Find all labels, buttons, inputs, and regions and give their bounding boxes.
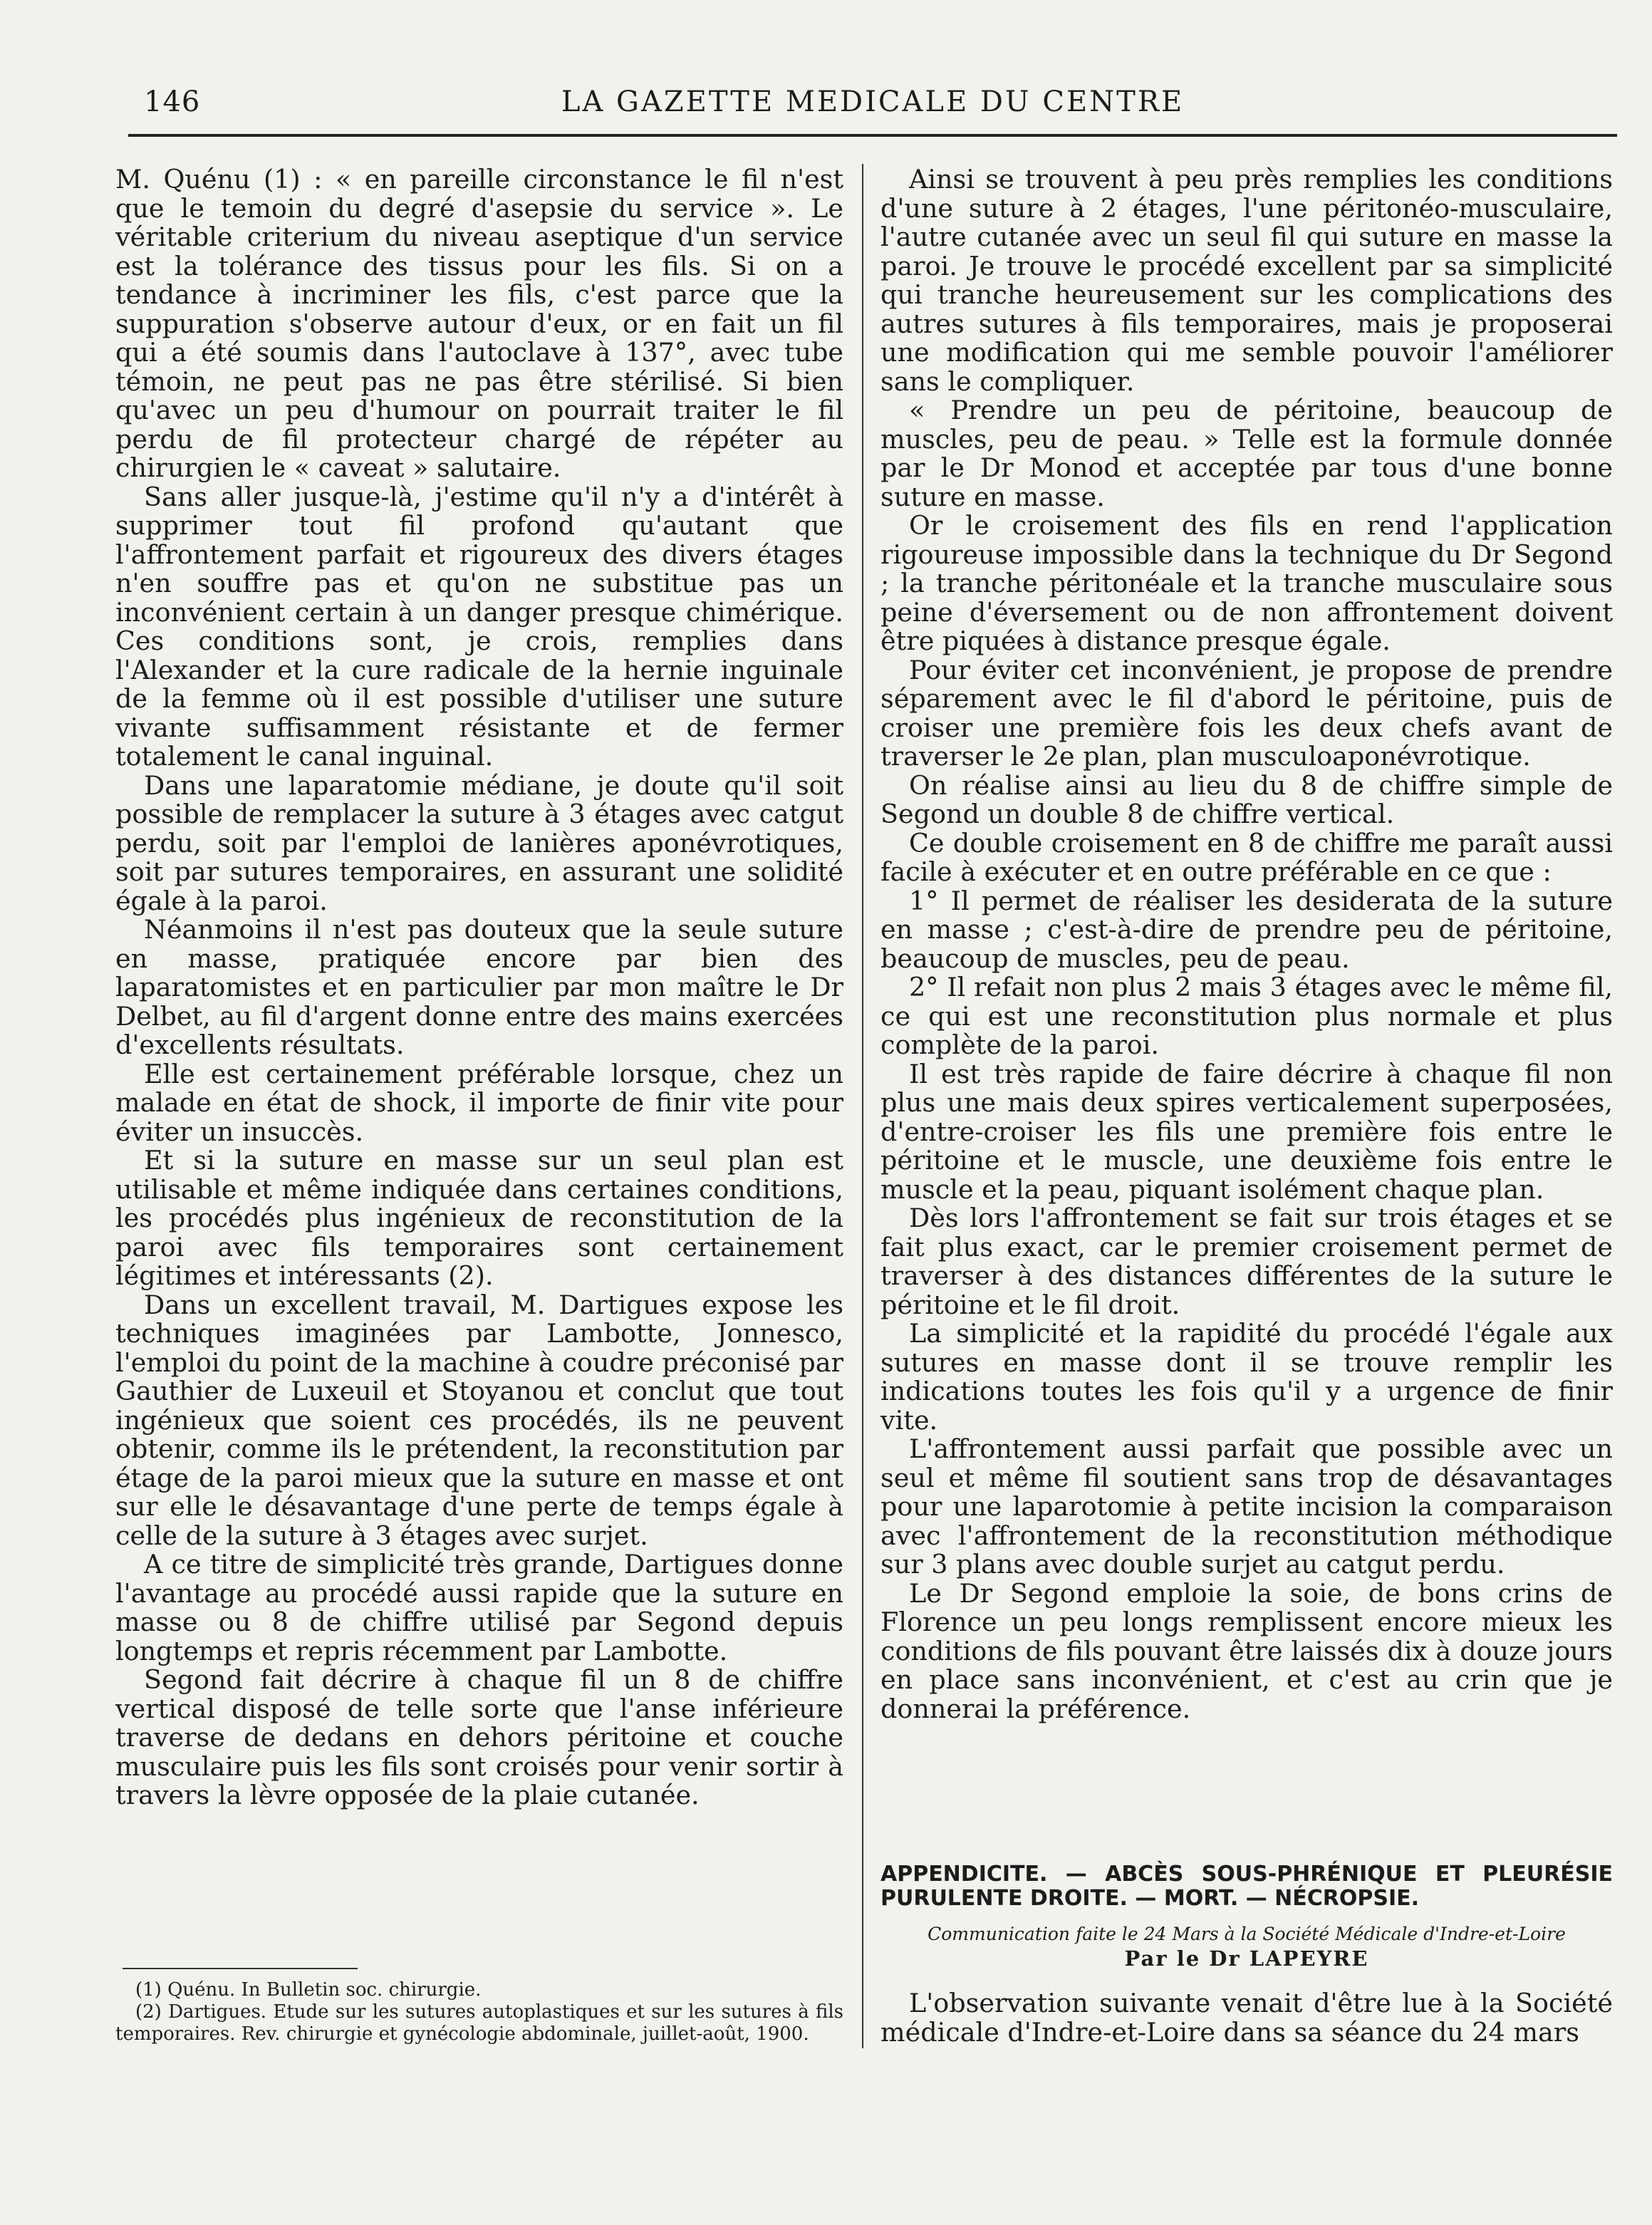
next-article [880,1862,1613,2047]
footnote: (1) Quénu. In Bulletin soc. chirurgie. [135,1979,482,2001]
footnote-rule [123,1968,358,1969]
paragraph: Il est très rapide de faire décrire à chaque fil non plus une mais deux spires verticalement superposées, d'entre-croiser les fils une première fois entre le péritoine et le muscle, une deuxième fois entre le muscle et la peau, piquant isolément chaque plan. [880,1058,1613,1205]
paragraph: Ainsi se trouvent à peu près remplies les conditions d'une suture à 2 étages, l'une péritonéo-musculaire, l'autre cutanée avec un seul fil qui suture en masse la paroi. Je trouve le procédé excellent par sa simplicité qui tranche heureusement sur les complications des autres sutures à fils temporaires, mais je proposerai une modification qui me semble pouvoir l'améliorer sans le compliquer. [880,164,1613,397]
paragraph: Et si la suture en masse sur un seul plan est utilisable et même indiquée dans certaines conditions, les procédés plus ingénieux de reconstitution de la paroi avec fils temporaires sont certainement légitimes et intéressants (2). [115,1145,843,1291]
paragraph: Sans aller jusque-là, j'estime qu'il n'y a d'intérêt à supprimer tout fil profond qu'autant que l'affrontement parfait et rigoureux des divers étages n'en souffre pas et qu'on ne substitue pas un inconvénient certain à un danger presque chimérique. Ces conditions sont, je crois, remplies dans l'Alexander et la cure radicale de la hernie inguinale de la femme où il est possible d'utiliser une suture vivante suffisamment résistante et de fermer totalement le canal inguinal. [115,481,843,772]
paragraph: Or le croisement des fils en rend l'application rigoureuse impossible dans la technique du Dr Segond ; la tranche péritonéale et la tranche musculaire sous peine d'éversement ou de non affrontement doivent être piquées à distance presque égale. [880,510,1613,656]
page-number: 146 [144,85,201,118]
paragraph: Dès lors l'affrontement se fait sur trois étages et se fait plus exact, car le premier croisement permet de traverser à des distances différentes de la suture le péritoine et le fil droit. [880,1203,1613,1320]
paragraph: Ce double croisement en 8 de chiffre me paraît aussi facile à exécuter et en outre préférable en ce que : [880,827,1613,887]
paragraph: A ce titre de simplicité très grande, Dartigues donne l'avantage au procédé aussi rapide que la suture en masse ou 8 de chiffre utilisé par Segond depuis longtemps et repris récemment par Lambotte. [115,1549,843,1666]
paragraph: Dans un excellent travail, M. Dartigues expose les techniques imaginées par Lambotte, Jonnesco, l'emploi du point de la machine à coudre préconisé par Gauthier de Luxeuil et Stoyanou et conclut que tout ingénieux que soient ces procédés, ils ne peuvent obtenir, comme ils le prétendent, la reconstitution par étage de la paroi mieux que la suture en masse et ont sur elle le désavantage d'une perte de temps égale à celle de la suture à 3 étages avec surjet. [115,1289,843,1551]
article-intro: L'observation suivante venait d'être lue à la Société médicale d'Indre-et-Loire dans sa séance du 24 mars [880,1988,1613,2048]
journal-title: LA GAZETTE MEDICALE DU CENTRE [561,85,1185,118]
paragraph: Elle est certainement préférable lorsque, chez un malade en état de shock, il importe de finir vite pour éviter un insuccès. [115,1058,843,1147]
footnotes [115,1979,843,2045]
paragraph: 2° Il refait non plus 2 mais 3 étages avec le même fil, ce qui est une reconstitution plus normale et plus complète de la paroi. [880,972,1613,1060]
left-column [115,165,843,1810]
column-divider [862,164,863,2048]
paragraph: L'affrontement aussi parfait que possible avec un seul et même fil soutient sans trop de désavantages pour une laparotomie à petite incision la comparaison avec l'affrontement de la reconstitution méthodique sur 3 plans avec double surjet au catgut perdu. [880,1433,1613,1580]
paragraph: Le Dr Segond emploie la soie, de bons crins de Florence un peu longs remplissent encore mieux les conditions de fils pouvant être laissés dix à douze jours en place sans inconvénient, et c'est au crin que je donnerai la préférence. [880,1577,1613,1724]
paragraph: La simplicité et la rapidité du procédé l'égale aux sutures en masse dont il se trouve remplir les indications toutes les fois qu'il y a urgence de finir vite. [880,1318,1613,1436]
header-rule [128,134,1617,137]
paragraph: Segond fait décrire à chaque fil un 8 de chiffre vertical disposé de telle sorte que l'anse inférieure traverse de dedans en dehors péritoine et couche musculaire puis les fils sont croisés pour venir sortir à travers la lèvre opposée de la plaie cutanée. [115,1664,843,1810]
article-author: Par le Dr LAPEYRE [1124,1946,1369,1971]
paragraph: Pour éviter cet inconvénient, je propose de prendre séparement avec le fil d'abord le péritoine, puis de croiser une première fois les deux chefs avant de traverser le 2e plan, plan musculoaponévrotique. [880,654,1613,772]
paragraph: 1° Il permet de réaliser les desiderata de la suture en masse ; c'est-à-dire de prendre peu de péritoine, beaucoup de muscles, peu de peau. [880,885,1613,974]
page-header [135,80,1610,123]
footnote: (2) Dartigues. Etude sur les sutures autoplastiques et sur les sutures à fils temporaires. Rev. chirurgie et gynécologie abdominale, juillet-août, 1900. [115,2001,843,2045]
paragraph: Dans une laparatomie médiane, je doute qu'il soit possible de remplacer la suture à 3 étages avec catgut perdu, soit par l'emploi de lanières aponévrotiques, soit par sutures temporaires, en assurant une solidité égale à la paroi. [115,769,843,916]
paragraph: On réalise ainsi au lieu du 8 de chiffre simple de Segond un double 8 de chiffre vertical. [880,769,1613,829]
article-communication: Communication faite le 24 Mars à la Société Médicale d'Indre-et-Loire [928,1924,1566,1944]
article-title: APPENDICITE. — ABCÈS SOUS-PHRÉNIQUE ET PLEURÉSIE PURULENTE DROITE. — MORT. — NÉCROPSIE. [880,1862,1613,1911]
paragraph: Néanmoins il n'est pas douteux que la seule suture en masse, pratiquée encore par bien des laparatomistes et en particulier par mon maître le Dr Delbet, au fil d'argent donne entre des mains exercées d'excellents résultats. [115,914,843,1060]
paragraph: « Prendre un peu de péritoine, beaucoup de muscles, peu de peau. » Telle est la formule donnée par le Dr Monod et acceptée par tous d'une bonne suture en masse. [880,395,1613,512]
paragraph: M. Quénu (1) : « en pareille circonstance le fil n'est que le temoin du degré d'asepsie du service ». Le véritable criterium du niveau aseptique d'un service est la tolérance des tissus pour les fils. Si on a tendance à incriminer les fils, c'est parce que la suppuration s'observe autour d'eux, or en fait un fil qui a été soumis dans l'autoclave à 137°, avec tube témoin, ne peut pas ne pas être stérilisé. Si bien qu'avec un peu d'humour on pourrait traiter le fil perdu de fil protecteur chargé de répéter au chirurgien le « caveat » salutaire. [115,164,843,483]
right-column [880,165,1613,1723]
